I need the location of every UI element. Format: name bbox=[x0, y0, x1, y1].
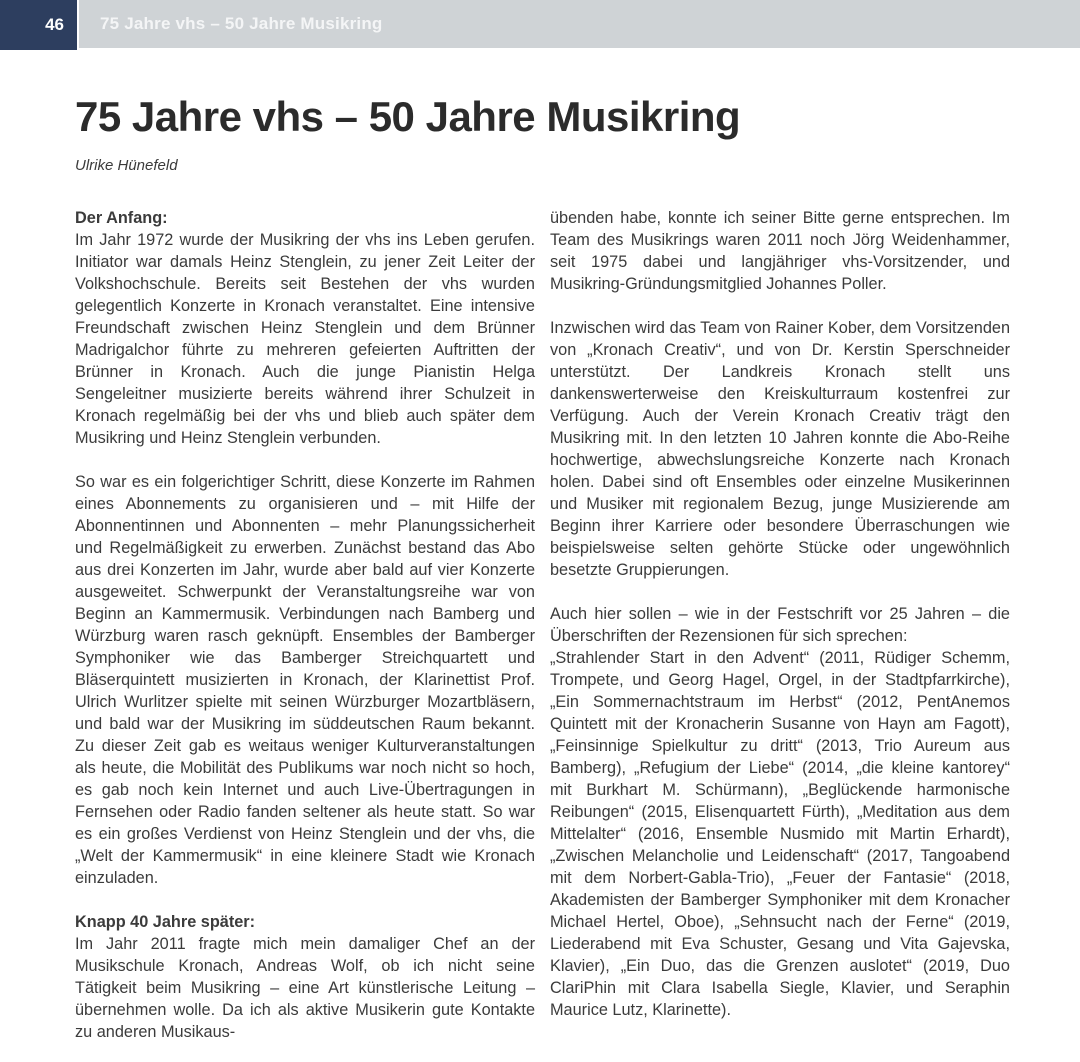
body-paragraph: übenden habe, konnte ich seiner Bitte gerne entsprechen. Im Team des Musikrings waren 2011 noch Jörg Weidenhammer, seit 1975 dabei und langjähriger vhs-Vorsitzender, und Musikring-Gründungsmitglied Johannes Poller. bbox=[550, 209, 1010, 294]
running-header-title: 75 Jahre vhs – 50 Jahre Musikring bbox=[100, 14, 383, 33]
running-header-bar bbox=[79, 0, 1080, 48]
section-heading: Knapp 40 Jahre später: bbox=[75, 913, 256, 932]
page-number: 46 bbox=[45, 15, 64, 34]
body-paragraph: Auch hier sollen – wie in der Festschrift vor 25 Jahren – die Überschriften der Rezensionen für sich sprechen: „Strahlender Start in den Advent“ (2011, Rüdiger Schemm, Trompete, und Georg Hagel, Orgel, in der Stadtpfarrkirche), „Ein Sommernachtstraum im Herbst“ (2012, PentAnemos Quintett mit der Kronacherin Susanne von Hayn am Fagott), „Feinsinnige Spielkultur zu dritt“ (2013, Trio Aureum aus Bamberg), „Refugium der Liebe“ (2014, „die kleine kantorey“ mit Burkhart M. Schürmann), „Beglückende harmonische Reibungen“ (2015, Elisenquartett Fürth), „Meditation aus dem Mittelalter“ (2016, Ensemble Nusmido mit Martin Erhardt), „Zwischen Melancholie und Leidenschaft“ (2017, Tangoabend mit dem Norbert-Gabla-Trio), „Feuer der Fantasie“ (2018, Akademisten der Bamberger Symphoniker mit dem Kronacher Michael Hertel, Oboe), „Sehnsucht nach der Ferne“ (2019, Liederabend mit Eva Schuster, Gesang und Vita Gajevska, Klavier), „Ein Duo, das die Grenzen auslotet“ (2019, Duo ClariPhin mit Clara Isabella Siegle, Klavier, und Seraphin Maurice Lutz, Klarinette). bbox=[550, 605, 1010, 1020]
body-paragraph: Im Jahr 1972 wurde der Musikring der vhs ins Leben gerufen. Initiator war damals Heinz Stenglein, zu jener Zeit Leiter der Volkshochschule. Bereits seit Bestehen der vhs wurden gelegentlich Konzerte in Kronach veranstaltet. Eine intensive Freundschaft zwischen Heinz Stenglein und dem Brünner Madrigalchor führte zu mehreren gefeierten Auftritten der Brünner in Kronach. Auch die junge Pianistin Helga Sengeleitner musizierte bereits während ihrer Schulzeit in Kronach regelmäßig bei der vhs und blieb auch später dem Musikring und Heinz Stenglein verbunden. bbox=[75, 231, 535, 448]
page-number-box bbox=[0, 0, 77, 50]
text-columns bbox=[75, 207, 1010, 1043]
running-header bbox=[0, 0, 1080, 50]
article-title: 75 Jahre vhs – 50 Jahre Musikring bbox=[75, 93, 741, 140]
article bbox=[0, 50, 1080, 1062]
article-author: Ulrike Hünefeld bbox=[75, 157, 178, 175]
body-paragraph: So war es ein folgerichtiger Schritt, diese Konzerte im Rahmen eines Abonnements zu organisieren und – mit Hilfe der Abonnentinnen und Abonnenten – mehr Planungssicherheit und Regelmäßigkeit zu erwerben. Zunächst bestand das Abo aus drei Konzerten im Jahr, wurde aber bald auf vier Konzerte ausgeweitet. Schwerpunkt der Veranstaltungsreihe war von Beginn an Kammermusik. Verbindungen nach Bamberg und Würzburg waren rasch geknüpft. Ensembles der Bamberger Symphoniker wie das Bamberger Streichquartett und Bläserquintett musizierten in Kronach, der Klarinettist Prof. Ulrich Wurlitzer spielte mit seinen Würzburger Mozartbläsern, und bald war der Musikring im süddeutschen Raum bekannt. Zu dieser Zeit gab es weitaus weniger Kulturveranstaltungen als heute, die Mobilität des Publikums war noch nicht so hoch, es gab noch kein Internet und auch Live-Übertragungen in Fernsehen oder Radio fanden seltener als heute statt. So war es ein großes Verdienst von Heinz Stenglein und der vhs, die „Welt der Kammermusik“ in eine kleinere Stadt wie Kronach einzuladen. bbox=[75, 473, 535, 888]
column-left bbox=[75, 207, 535, 1043]
body-paragraph: Im Jahr 2011 fragte mich mein damaliger Chef an der Musikschule Kronach, Andreas Wolf, ob ich nicht seine Tätigkeit beim Musikring – eine Art künstlerische Leitung – übernehmen wolle. Da ich als aktive Musikerin gute Kontakte zu anderen Musikaus- bbox=[75, 935, 535, 1042]
section-heading: Der Anfang: bbox=[75, 209, 168, 228]
column-right bbox=[550, 207, 1010, 1043]
body-paragraph: Inzwischen wird das Team von Rainer Kober, dem Vorsitzenden von „Kronach Creativ“, und von Dr. Kerstin Sperschneider unterstützt. Der Landkreis Kronach stellt uns dankenswerterweise den Kreiskulturraum kostenfrei zur Verfügung. Auch der Verein Kronach Creativ trägt den Musikring mit. In den letzten 10 Jahren konnte die Abo-Reihe hochwertige, abwechslungsreiche Konzerte nach Kronach holen. Dabei sind oft Ensembles oder einzelne Musikerinnen und Musiker mit regionalem Bezug, junge Musizierende am Beginn ihrer Karriere oder besondere Überraschungen wie beispielsweise selten gehörte Stücke oder ungewöhnlich besetzte Gruppierungen. bbox=[550, 319, 1010, 580]
